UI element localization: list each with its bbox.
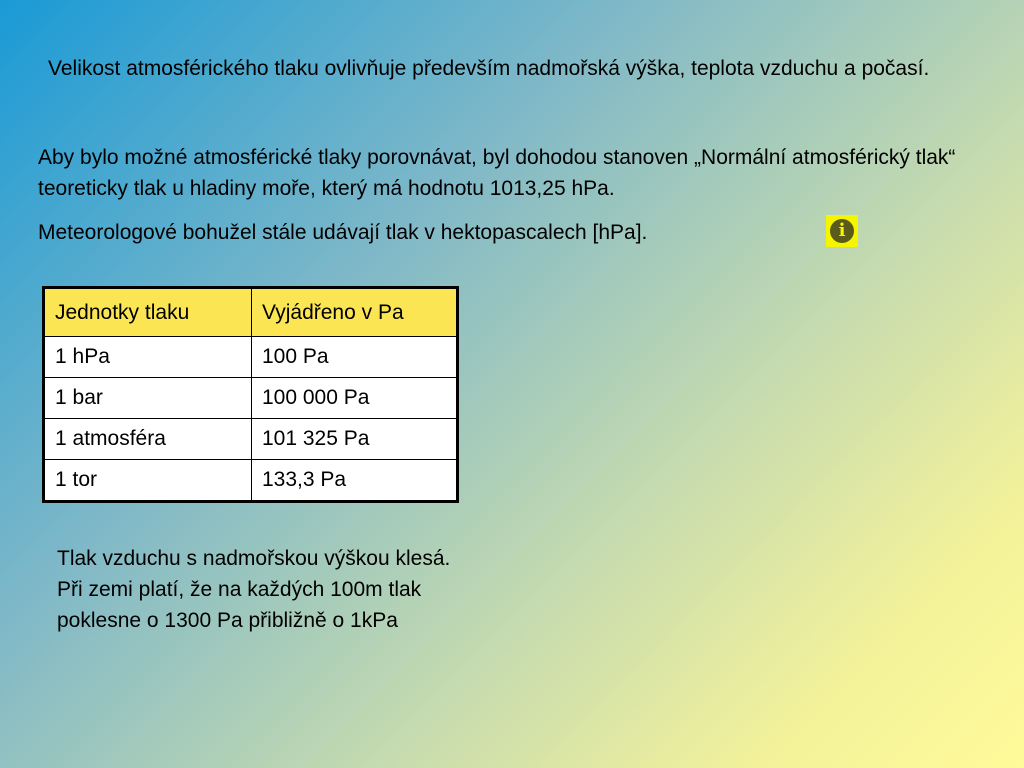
altitude-paragraph: Tlak vzduchu s nadmořskou výškou klesá. Při zemi platí, že na každých 100m tlak poklesne o 1300 Pa přibližně o 1kPa	[57, 547, 451, 632]
column-header: Vyjádřeno v Pa	[252, 288, 458, 337]
info-icon: i	[830, 219, 854, 243]
pressure-units-table	[42, 286, 459, 503]
table-cell: 100 000 Pa	[252, 378, 458, 419]
table-row	[44, 419, 458, 460]
table-header-row	[44, 288, 458, 337]
info-button[interactable]	[826, 215, 858, 247]
table-cell: 1 bar	[44, 378, 252, 419]
meteorologists-paragraph: Meteorologové bohužel stále udávají tlak v hektopascalech [hPa].	[38, 221, 648, 244]
table-cell: 1 hPa	[44, 337, 252, 378]
normal-pressure-paragraph: Aby bylo možné atmosférické tlaky porovnávat, byl dohodou stanoven „Normální atmosférický tlak“ teoreticky tlak u hladiny moře, který má hodnotu 1013,25 hPa.	[38, 146, 956, 200]
table-cell: 100 Pa	[252, 337, 458, 378]
table-cell: 1 atmosféra	[44, 419, 252, 460]
intro-paragraph: Velikost atmosférického tlaku ovlivňuje především nadmořská výška, teplota vzduchu a počasí.	[48, 57, 930, 80]
table-cell: 1 tor	[44, 460, 252, 502]
table-cell: 101 325 Pa	[252, 419, 458, 460]
column-header: Jednotky tlaku	[44, 288, 252, 337]
table-row	[44, 460, 458, 502]
table-row	[44, 378, 458, 419]
table-cell: 133,3 Pa	[252, 460, 458, 502]
table-row	[44, 337, 458, 378]
